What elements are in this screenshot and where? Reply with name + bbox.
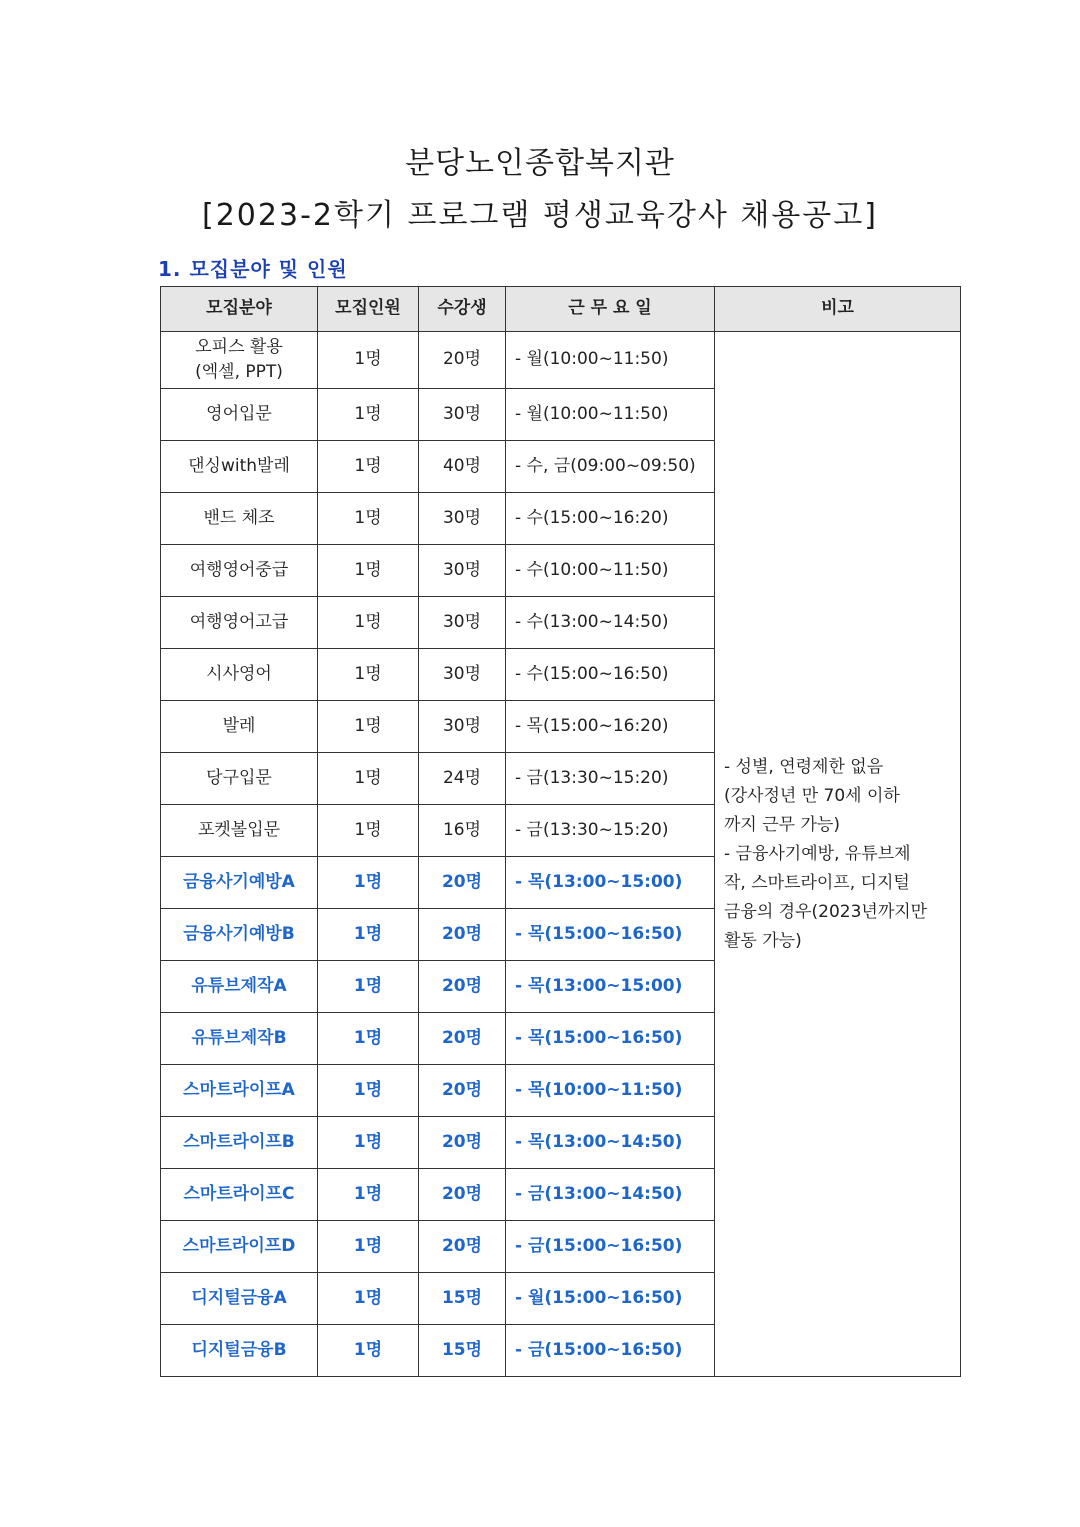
cell-count: 1명	[318, 909, 419, 961]
cell-days: - 금(13:30~15:20)	[506, 753, 715, 805]
note-line: - 금융사기예방, 유튜브제	[724, 843, 911, 864]
cell-students: 24명	[419, 753, 506, 805]
header-days: 근 무 요 일	[506, 287, 715, 332]
cell-students: 20명	[419, 1013, 506, 1065]
cell-days: - 월(15:00~16:50)	[506, 1273, 715, 1325]
cell-students: 15명	[419, 1273, 506, 1325]
cell-field: 여행영어중급	[161, 545, 318, 597]
cell-days: - 금(13:30~15:20)	[506, 805, 715, 857]
cell-count: 1명	[318, 389, 419, 441]
cell-students: 20명	[419, 1065, 506, 1117]
cell-days: - 목(15:00~16:50)	[506, 1013, 715, 1065]
cell-field: 금융사기예방B	[161, 909, 318, 961]
header-count: 모집인원	[318, 287, 419, 332]
cell-students: 20명	[419, 1169, 506, 1221]
cell-students: 20명	[419, 857, 506, 909]
cell-field: 스마트라이프C	[161, 1169, 318, 1221]
cell-students: 40명	[419, 441, 506, 493]
table-header-row	[161, 287, 961, 332]
table-row	[161, 332, 961, 389]
cell-students: 30명	[419, 701, 506, 753]
cell-days: - 목(15:00~16:20)	[506, 701, 715, 753]
cell-field: 시사영어	[161, 649, 318, 701]
cell-count: 1명	[318, 493, 419, 545]
cell-count: 1명	[318, 649, 419, 701]
cell-count: 1명	[318, 1169, 419, 1221]
cell-field: 유튜브제작B	[161, 1013, 318, 1065]
cell-days: - 수, 금(09:00~09:50)	[506, 441, 715, 493]
cell-field: 영어입문	[161, 389, 318, 441]
cell-count: 1명	[318, 545, 419, 597]
cell-days: - 월(10:00~11:50)	[506, 332, 715, 389]
cell-days: - 금(15:00~16:50)	[506, 1221, 715, 1273]
cell-days: - 목(15:00~16:50)	[506, 909, 715, 961]
note-line: - 성별, 연령제한 없음	[724, 756, 884, 777]
cell-field: 당구입문	[161, 753, 318, 805]
header-field: 모집분야	[161, 287, 318, 332]
cell-count: 1명	[318, 1117, 419, 1169]
cell-students: 20명	[419, 1117, 506, 1169]
cell-count: 1명	[318, 597, 419, 649]
cell-students: 30명	[419, 597, 506, 649]
cell-count: 1명	[318, 1013, 419, 1065]
header-note: 비고	[715, 287, 961, 332]
cell-days: - 목(13:00~14:50)	[506, 1117, 715, 1169]
cell-days: - 수(10:00~11:50)	[506, 545, 715, 597]
cell-students: 16명	[419, 805, 506, 857]
cell-field: 오피스 활용 (엑셀, PPT)	[161, 332, 318, 389]
cell-count: 1명	[318, 961, 419, 1013]
cell-students: 30명	[419, 493, 506, 545]
cell-field: 유튜브제작A	[161, 961, 318, 1013]
note-line: (강사정년 만 70세 이하	[724, 785, 900, 806]
cell-students: 20명	[419, 332, 506, 389]
cell-days: - 수(15:00~16:20)	[506, 493, 715, 545]
cell-days: - 목(13:00~15:00)	[506, 961, 715, 1013]
cell-days: - 수(15:00~16:50)	[506, 649, 715, 701]
cell-count: 1명	[318, 857, 419, 909]
section-heading: 1. 모집분야 및 인원	[158, 257, 348, 281]
cell-students: 20명	[419, 1221, 506, 1273]
cell-count: 1명	[318, 1065, 419, 1117]
cell-field: 금융사기예방A	[161, 857, 318, 909]
cell-count: 1명	[318, 332, 419, 389]
cell-students: 30명	[419, 389, 506, 441]
note-line: 작, 스마트라이프, 디지털	[724, 872, 910, 893]
cell-days: - 금(15:00~16:50)	[506, 1325, 715, 1377]
header-students: 수강생	[419, 287, 506, 332]
cell-field: 스마트라이프D	[161, 1221, 318, 1273]
cell-students: 30명	[419, 649, 506, 701]
recruitment-table	[160, 286, 961, 1377]
cell-field: 디지털금융A	[161, 1273, 318, 1325]
cell-field: 스마트라이프B	[161, 1117, 318, 1169]
cell-students: 20명	[419, 961, 506, 1013]
cell-count: 1명	[318, 1325, 419, 1377]
cell-days: - 월(10:00~11:50)	[506, 389, 715, 441]
cell-count: 1명	[318, 805, 419, 857]
cell-count: 1명	[318, 753, 419, 805]
note-line: 활동 가능)	[724, 930, 802, 951]
cell-students: 30명	[419, 545, 506, 597]
cell-days: - 목(13:00~15:00)	[506, 857, 715, 909]
cell-note	[715, 332, 961, 1377]
cell-days: - 금(13:00~14:50)	[506, 1169, 715, 1221]
cell-students: 20명	[419, 909, 506, 961]
document-subtitle: [2023-2학기 프로그램 평생교육강사 채용공고]	[202, 198, 878, 233]
cell-count: 1명	[318, 701, 419, 753]
cell-field: 밴드 체조	[161, 493, 318, 545]
cell-field: 포켓볼입문	[161, 805, 318, 857]
cell-field: 댄싱with발레	[161, 441, 318, 493]
cell-count: 1명	[318, 1221, 419, 1273]
cell-field: 스마트라이프A	[161, 1065, 318, 1117]
note-line: 까지 근무 가능)	[724, 814, 840, 835]
cell-days: - 수(13:00~14:50)	[506, 597, 715, 649]
cell-count: 1명	[318, 441, 419, 493]
note-line: 금융의 경우(2023년까지만	[724, 901, 928, 922]
cell-count: 1명	[318, 1273, 419, 1325]
cell-field: 발레	[161, 701, 318, 753]
cell-students: 15명	[419, 1325, 506, 1377]
cell-days: - 목(10:00~11:50)	[506, 1065, 715, 1117]
table-body	[161, 332, 961, 1377]
cell-field: 여행영어고급	[161, 597, 318, 649]
cell-field: 디지털금융B	[161, 1325, 318, 1377]
document-title: 분당노인종합복지관	[405, 146, 675, 181]
